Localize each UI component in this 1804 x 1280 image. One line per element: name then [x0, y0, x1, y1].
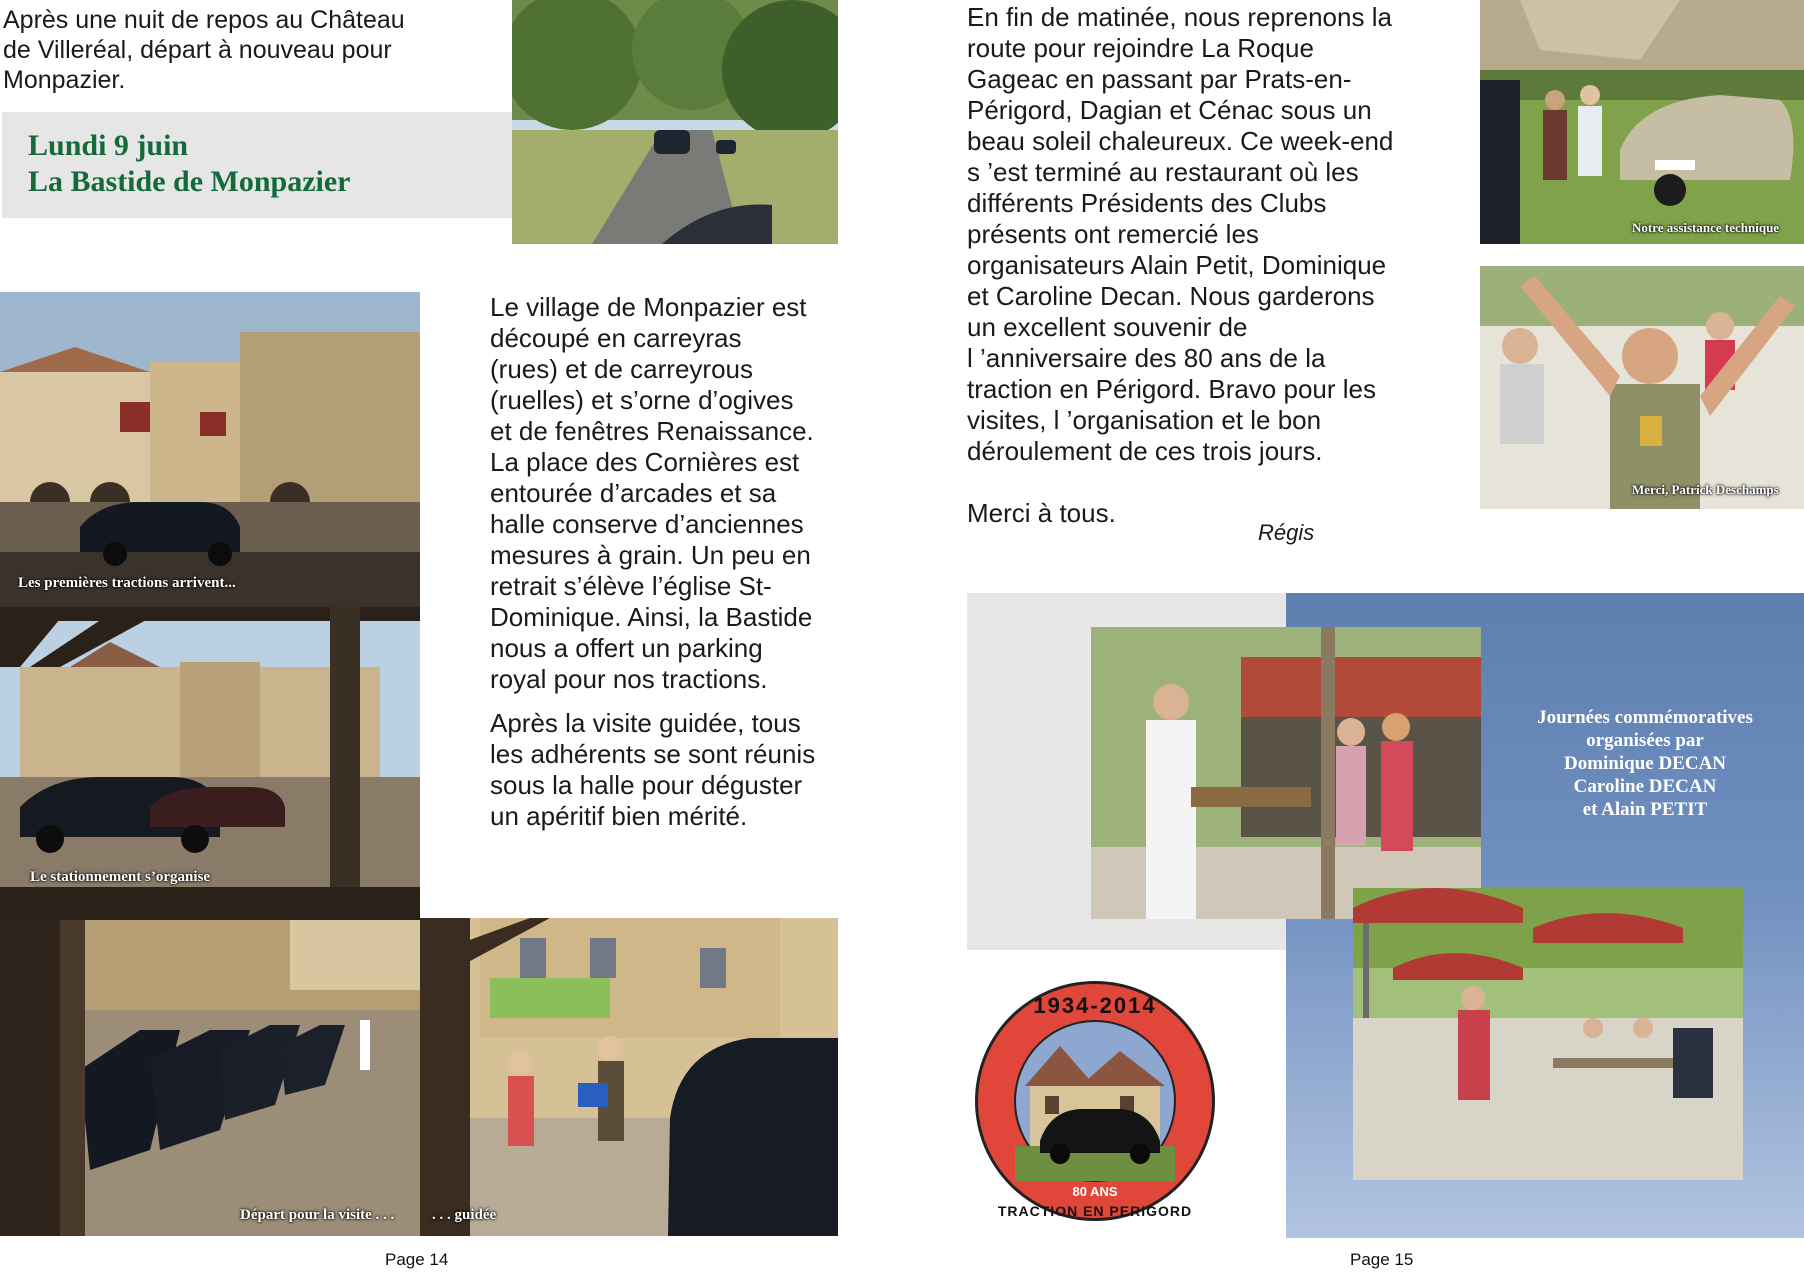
- text-line: Dominique. Ainsi, la Bastide: [490, 602, 813, 632]
- text-line: visites, l ’organisation et le bon: [967, 405, 1322, 435]
- text-line: Périgord, Dagian et Cénac sous un: [967, 95, 1372, 125]
- text-line: En fin de matinée, nous reprenons la: [967, 2, 1392, 32]
- signature: Régis: [1258, 520, 1315, 545]
- photo-village-square: [0, 292, 420, 607]
- text-line: Gageac en passant par Prats-en-: [967, 64, 1352, 94]
- panel-line: Caroline DECAN: [1573, 776, 1717, 797]
- text-line: (rues) et de carreyrous: [490, 354, 753, 384]
- closing-paragraph: [967, 2, 1447, 529]
- text-line: déroulement de ces trois jours.: [967, 436, 1323, 466]
- text-line: retrait s’élève l’église St-: [490, 571, 772, 601]
- caption-parking: Le stationnement s’organise: [30, 869, 210, 885]
- page-number-left: Page 14: [385, 1250, 449, 1269]
- panel-line: et Alain PETIT: [1582, 799, 1708, 820]
- text-line: et de fenêtres Renaissance.: [490, 416, 814, 446]
- text-line: présents ont remercié les: [967, 219, 1259, 249]
- caption-guided: . . . guidée: [432, 1207, 497, 1223]
- day-heading-box: [2, 112, 512, 218]
- logo-anniversary: 80 ANS: [1072, 1184, 1118, 1199]
- intro-line: Après une nuit de repos au Château: [3, 6, 405, 34]
- text-line: mesures à grain. Un peu en: [490, 540, 811, 570]
- caption-depart: Départ pour la visite . . .: [240, 1207, 395, 1223]
- traction-perigord-logo: [970, 976, 1220, 1226]
- text-line: s ’est terminé au restaurant où les: [967, 157, 1359, 187]
- panel-line: organisées par: [1586, 730, 1704, 751]
- logo-name: TRACTION EN PERIGORD: [997, 1203, 1193, 1219]
- photo-halle-parking: [0, 607, 420, 920]
- text-line: beau soleil chaleureux. Ce week-end: [967, 126, 1394, 156]
- text-line: Après la visite guidée, tous: [490, 708, 801, 738]
- caption-assistance: Notre assistance technique: [1632, 220, 1780, 235]
- thanks-line: Merci à tous.: [967, 498, 1116, 528]
- intro-line: de Villeréal, départ à nouveau pour: [3, 36, 392, 64]
- photo-technical-assistance: [1480, 0, 1804, 244]
- text-line: (ruelles) et s’orne d’ogives: [490, 385, 794, 415]
- text-line: route pour rejoindre La Roque: [967, 33, 1314, 63]
- text-line: les adhérents se sont réunis: [490, 739, 816, 769]
- intro-text: [3, 5, 503, 95]
- photo-road-cars: [512, 0, 838, 244]
- panel-line: Journées commémoratives: [1537, 707, 1753, 728]
- caption-arrivals: Les premières tractions arrivent...: [18, 575, 236, 591]
- text-line: halle conserve d’anciennes: [490, 509, 804, 539]
- text-line: entourée d’arcades et sa: [490, 478, 777, 508]
- photo-row-of-cars: [0, 920, 420, 1236]
- caption-thanks-patrick: Merci, Patrick Deschamps: [1632, 482, 1779, 497]
- logo-years: 1934-2014: [1033, 993, 1157, 1018]
- text-line: royal pour nos tractions.: [490, 664, 768, 694]
- text-line: Le village de Monpazier est: [490, 292, 807, 322]
- text-line: différents Présidents des Clubs: [967, 188, 1327, 218]
- photo-restaurant-terrace: [1353, 888, 1743, 1180]
- text-line: nous a offert un parking: [490, 633, 763, 663]
- intro-line: Monpazier.: [3, 66, 126, 94]
- text-line: La place des Cornières est: [490, 447, 800, 477]
- organizers-text: [1515, 706, 1775, 821]
- text-line: et Caroline Decan. Nous garderons: [967, 281, 1375, 311]
- day-heading-title: La Bastide de Monpazier: [28, 165, 351, 198]
- text-line: traction en Périgord. Bravo pour les: [967, 374, 1376, 404]
- text-line: organisateurs Alain Petit, Dominique: [967, 250, 1387, 280]
- panel-line: Dominique DECAN: [1563, 753, 1727, 774]
- text-line: découpé en carreyras: [490, 323, 742, 353]
- text-line: l ’anniversaire des 80 ans de la: [967, 343, 1326, 373]
- text-line: sous la halle pour déguster: [490, 770, 803, 800]
- page-number-right: Page 15: [1350, 1250, 1414, 1269]
- monpazier-paragraph: [490, 292, 850, 695]
- aperitif-paragraph: [490, 708, 850, 832]
- text-line: un excellent souvenir de: [967, 312, 1248, 342]
- photo-speech: [1091, 627, 1481, 919]
- photo-guided-visit: [420, 918, 838, 1236]
- day-heading-date: Lundi 9 juin: [28, 129, 189, 162]
- photo-patrick-deschamps: [1480, 266, 1804, 509]
- text-line: un apéritif bien mérité.: [490, 801, 748, 831]
